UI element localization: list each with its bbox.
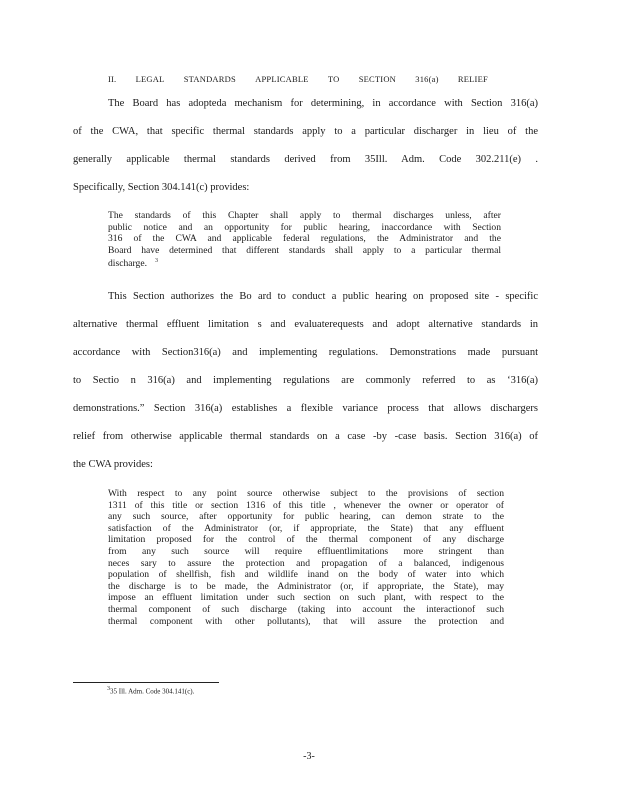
heading-word: SECTION: [358, 74, 396, 84]
paragraph-1-line: generally applicable thermal standards derived from 35Ill. Adm. Code 302.211(e) .: [73, 154, 538, 165]
block-quote-2: [108, 488, 504, 627]
footnote-text: 35 Ill. Adm. Code 304.141(c).: [110, 687, 195, 696]
paragraph-2-line: This Section authorizes the Bo ard to conduct a public hearing on proposed site - specific: [108, 291, 538, 302]
quote-1-line: 316 of the CWA and applicable federal regulations, the Administrator and the: [108, 233, 501, 245]
quote-2-line: from any such source will require effluentlimitations more stringent than: [108, 545, 504, 557]
quote-2-line: impose an effluent limitation under such section on such plant, with respect to the: [108, 592, 504, 604]
quote-2-line: the discharge is to be made, the Administrator (or, if appropriate, the State), may: [108, 580, 504, 592]
heading-number: II.: [108, 74, 117, 84]
paragraph-2-line: accordance with Section316(a) and implementing regulations. Demonstrations made pursuant: [73, 347, 538, 358]
quote-2-line: neces sary to assure the protection and propagation of a balanced, indigenous: [108, 557, 504, 569]
quote-1-line: discharge.: [108, 258, 147, 270]
quote-2-line: any such source, after opportunity for public hearing, can demon strate to the: [108, 511, 504, 523]
quote-2-line: 1311 of this title or section 1316 of this title , whenever the owner or operator of: [108, 499, 504, 511]
quote-2-line: satisfaction of the Administrator (or, if appropriate, the State) that any effluent: [108, 522, 504, 534]
paragraph-1-line: of the CWA, that specific thermal standards apply to a particular discharger in lieu of the: [73, 126, 538, 137]
quote-2-line: With respect to any point source otherwise subject to the provisions of section: [108, 488, 504, 499]
paragraph-2-line: relief from otherwise applicable thermal standards on a case -by -case basis. Section 316(a) of: [73, 431, 538, 442]
heading-word: STANDARDS: [183, 74, 236, 84]
quote-1-line: public notice and an opportunity for public hearing, inaccordance with Section: [108, 221, 501, 233]
quote-2-line: population of shellfish, fish and wildlife inand on the body of water into which: [108, 569, 504, 581]
footnote-separator: [73, 682, 219, 683]
quote-1-line: The standards of this Chapter shall apply to thermal discharges unless, after: [108, 210, 501, 221]
page-number: -3-: [303, 751, 315, 762]
quote-2-line: limitation proposed for the control of the thermal component of any discharge: [108, 534, 504, 546]
footnote-mark: 3: [107, 686, 110, 692]
quote-2-line: thermal component with other pollutants), that will assure the protection and: [108, 615, 504, 627]
section-heading: [108, 74, 488, 84]
block-quote-1: [108, 210, 501, 270]
quote-1-line: Board have determined that different standards shall apply to a particular thermal: [108, 244, 501, 256]
heading-word: 316(a): [415, 74, 439, 84]
heading-word: RELIEF: [457, 74, 488, 84]
quote-2-line: thermal component of such discharge (taking into account the interactionof such: [108, 603, 504, 615]
heading-word: APPLICABLE: [255, 74, 309, 84]
quote-1-last-line: [108, 256, 501, 270]
heading-word: TO: [327, 74, 340, 84]
paragraph-2-line: to Sectio n 316(a) and implementing regulations are commonly referred to as ‘316(a): [73, 375, 538, 386]
footnote-reference[interactable]: 3: [154, 258, 158, 265]
heading-word: LEGAL: [135, 74, 165, 84]
paragraph-1-line: Specifically, Section 304.141(c) provides:: [73, 182, 250, 193]
paragraph-2-line: demonstrations.” Section 316(a) establishes a flexible variance process that allows dischargers: [73, 403, 538, 414]
paragraph-1-line: The Board has adopteda mechanism for determining, in accordance with Section 316(a): [108, 98, 538, 109]
paragraph-2-line: the CWA provides:: [73, 459, 153, 470]
paragraph-2-line: alternative thermal effluent limitation s and evaluaterequests and adopt alternative standards in: [73, 319, 538, 330]
footnote: [107, 686, 194, 695]
